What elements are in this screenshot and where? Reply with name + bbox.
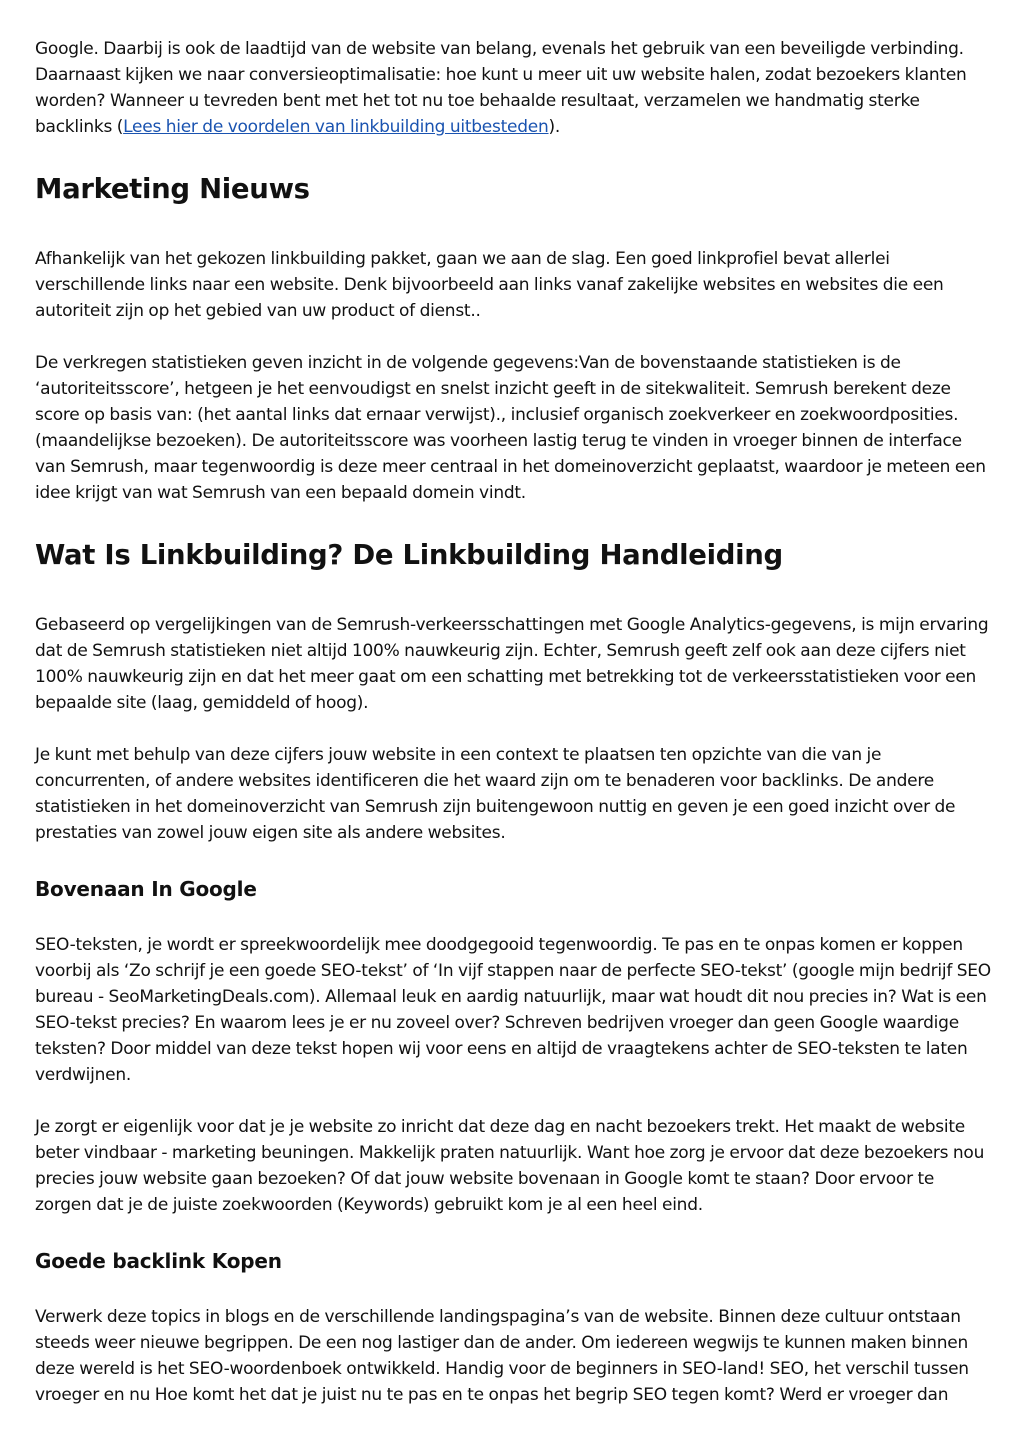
- paragraph-linkbuilding-pakket: Afhankelijk van het gekozen linkbuilding pakket, gaan we aan de slag. Een goed linkprofiel bevat allerlei verschillende links naar een website. Denk bijvoorbeeld aan links vanaf zakelijke websites en websites die een autoriteit zijn op het gebied van uw product of dienst..: [35, 249, 944, 321]
- paragraph-topics-blogs: Verwerk deze topics in blogs en de verschillende landingspagina’s van de website. Binnen deze cultuur ontstaan steeds weer nieuwe begrippen. De een nog lastiger dan de ander. Om iedereen wegwijs te kunnen maken binnen deze wereld is het SEO-woordenboek ontwikkeld. Handig voor de beginners in SEO-land! SEO, het verschil tussen vroeger en nu Hoe komt het dat je juist nu te pas en te onpas het begrip SEO tegen komt? Werd er vroeger dan: [35, 1307, 969, 1405]
- heading-wat-is-linkbuilding: Wat Is Linkbuilding? De Linkbuilding Handleiding: [35, 539, 783, 571]
- paragraph-seo-teksten: SEO-teksten, je wordt er spreekwoordelijk mee doodgegooid tegenwoordig. Te pas en te onpas komen er koppen voorbij als ‘Zo schrijf je een goede SEO-tekst’ of ‘In vijf stappen naar de perfecte SEO-tekst’ (google mijn bedrijf SEO bureau - SeoMarketingDeals.com). Allemaal leuk en aardig natuurlijk, maar wat houdt dit nou precies in? Wat is een SEO-tekst precies? En waarom lees je er nu zoveel over? Schreven bedrijven vroeger dan geen Google waardige teksten? Door middel van deze tekst hopen wij voor eens en altijd de vraagtekens achter de SEO-teksten te laten verdwijnen.: [35, 935, 991, 1085]
- heading-marketing-nieuws: Marketing Nieuws: [35, 173, 310, 205]
- paragraph-intro-text: Google. Daarbij is ook de laadtijd van de website van belang, evenals het gebruik van een beveiligde verbinding. Daarnaast kijken we naar conversieoptimalisatie: hoe kunt u meer uit uw website halen, zodat bezoekers klanten worden? Wanneer u tevreden bent met het tot nu toe behaalde resultaat, verzamelen we handmatig sterke backlinks (: [35, 39, 967, 137]
- paragraph-website-inrichten: Je zorgt er eigenlijk voor dat je je website zo inricht dat deze dag en nacht bezoekers trekt. Het maakt de website beter vindbaar - marketing beuningen. Makkelijk praten natuurlijk. Want hoe zorg je ervoor dat deze bezoekers nou precies jouw website gaan bezoeken? Of dat jouw website bovenaan in Google komt te staan? Door ervoor te zorgen dat je de juiste zoekwoorden (Keywords) gebruikt kom je al een heel eind.: [35, 1117, 985, 1215]
- paragraph-intro-end: ).: [548, 117, 561, 137]
- paragraph-semrush-vergelijking: Gebaseerd op vergelijkingen van de Semrush-verkeersschattingen met Google Analytics-gegevens, is mijn ervaring dat de Semrush statistieken niet altijd 100% nauwkeurig zijn. Echter, Semrush geeft zelf ook aan deze cijfers niet 100% nauwkeurig zijn en dat het meer gaat om een schatting met betrekking tot de verkeersstatistieken voor een bepaalde site (laag, gemiddeld of hoog).: [35, 615, 989, 713]
- heading-bovenaan-in-google: Bovenaan In Google: [35, 877, 257, 901]
- paragraph-statistieken: De verkregen statistieken geven inzicht in de volgende gegevens:Van de bovenstaande statistieken is de ‘autoriteitsscore’, hetgeen je het eenvoudigst en snelst inzicht geeft in de sitekwaliteit. Semrush berekent deze score op basis van: (het aantal links dat ernaar verwijst)., inclusief organisch zoekverkeer en zoekwoordposities. (maandelijkse bezoeken). De autoriteitsscore was voorheen lastig terug te vinden in vroeger binnen de interface van Semrush, maar tegenwoordig is deze meer centraal in het domeinoverzicht geplaatst, waardoor je meteen een idee krijgt van wat Semrush van een bepaald domein vindt.: [35, 353, 986, 503]
- paragraph-intro: [35, 36, 994, 140]
- heading-goede-backlink-kopen: Goede backlink Kopen: [35, 1249, 282, 1273]
- linkbuilding-uitbesteden-link[interactable]: Lees hier de voordelen van linkbuilding uitbesteden: [123, 117, 549, 137]
- paragraph-cijfers-context: Je kunt met behulp van deze cijfers jouw website in een context te plaatsen ten opzichte van die van je concurrenten, of andere websites identificeren die het waard zijn om te benaderen voor backlinks. De andere statistieken in het domeinoverzicht van Semrush zijn buitengewoon nuttig en geven je een goed inzicht over de prestaties van zowel jouw eigen site als andere websites.: [35, 745, 956, 843]
